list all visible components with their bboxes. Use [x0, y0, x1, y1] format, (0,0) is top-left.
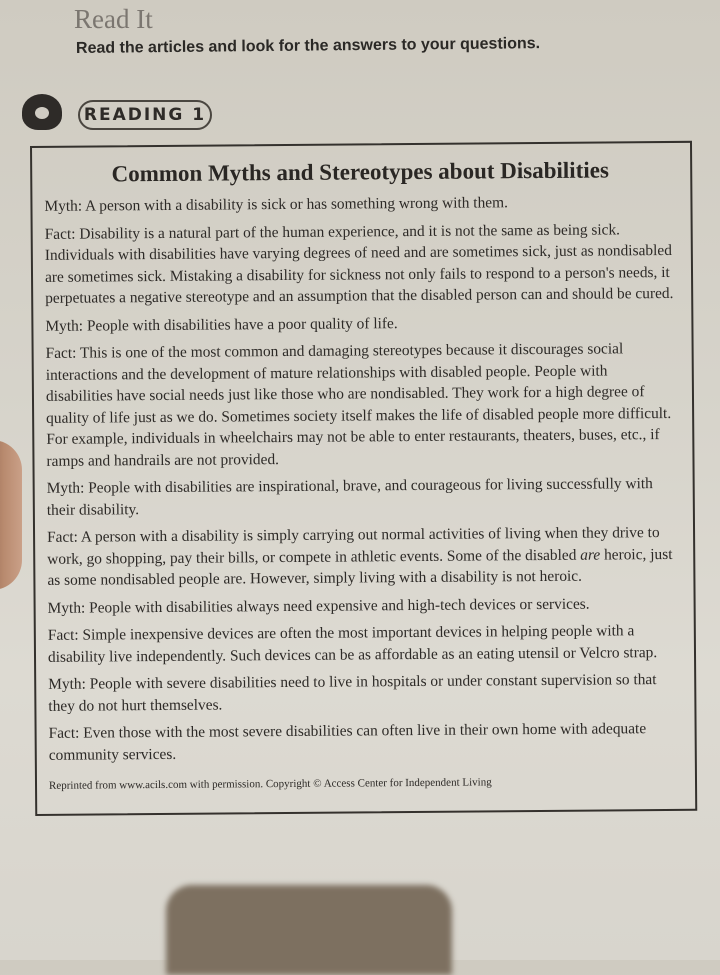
myth-paragraph	[48, 592, 680, 618]
fact-paragraph	[48, 620, 680, 668]
fact-text: Disability is a natural part of the human experience, and it is not the same as being sick. Individuals with disabilities have varying degrees of need and are sometimes sick, just as nondisabled are sometimes sick. Mistaking a disability for sickness not only fails to respond to a person's needs, it perpetuates a negative stereotype and an assumption that the disabled person can and should be cured.	[44, 220, 674, 307]
myth-label: Myth:	[44, 197, 83, 215]
myth-text: People with disabilities always need expensive and high-tech devices or services.	[89, 595, 590, 617]
fact-paragraph	[46, 338, 679, 472]
myth-text: A person with a disability is sick or has something wrong with them.	[85, 194, 508, 215]
fact-label: Fact:	[48, 724, 80, 742]
fact-label: Fact:	[47, 626, 79, 644]
myth-label: Myth:	[47, 599, 86, 617]
fact-label: Fact:	[45, 344, 77, 362]
fact-label: Fact:	[47, 528, 78, 546]
fact-paragraph	[49, 718, 681, 766]
article-box	[30, 141, 697, 816]
reading-badge: READING 1	[78, 100, 212, 130]
myth-label: Myth:	[46, 479, 85, 497]
fact-paragraph	[45, 218, 678, 309]
myth-paragraph	[48, 669, 680, 717]
fact-text: Simple inexpensive devices are often the most important devices in helping people with a disability live independently. Such devices can be as affordable as an eating utensil or Velcro strap.	[47, 622, 658, 666]
myth-label: Myth:	[45, 317, 84, 335]
myth-text: People with disabilities are inspirational, brave, and courageous for living successfully with their disability.	[46, 475, 653, 519]
myth-text: People with severe disabilities need to live in hospitals or under constant supervision so that they do not hurt themselves.	[48, 671, 657, 715]
finger-holding-page	[0, 440, 22, 590]
fact-text-after: heroic, just as some nondisabled people are. However, simply living with a disability is not heroic.	[47, 545, 673, 589]
instruction-text: Read the articles and look for the answers to your questions.	[75, 35, 541, 57]
myth-paragraph	[44, 191, 676, 217]
fact-paragraph	[47, 522, 679, 591]
myth-paragraph	[45, 310, 677, 336]
myth-text: People with disabilities have a poor quality of life.	[86, 314, 398, 335]
article-title: Common Myths and Stereotypes about Disabilities	[111, 157, 609, 187]
reading-icon	[22, 94, 62, 130]
myth-paragraph	[47, 473, 679, 521]
myth-label: Myth:	[48, 675, 86, 693]
fact-text-before: A person with a disability is simply carrying out normal activities of living when they drive to work, go shopping, pay their bills, or compete in athletic events. Some of the disabled	[47, 524, 660, 568]
fact-text: This is one of the most common and damaging stereotypes because it discourages social interactions and the development of mature relationships with disabled people. People with disabilities have social needs just like those who are nondisabled. They work for a high degree of quality of life just as we do. Sometimes society itself makes the life of disabled people more difficult. For example, individuals in wheelchairs may not be able to enter restaurants, theaters, buses, etc., if ramps and handrails are not provided.	[45, 340, 672, 470]
phone-shadow	[166, 885, 452, 975]
fact-label: Fact:	[44, 225, 76, 243]
fact-text: Even those with the most severe disabilities can often live in their own home with adequate community services.	[48, 720, 647, 764]
fact-emphasis: are	[580, 546, 601, 564]
copyright-credit: Reprinted from www.acils.com with permission. Copyright © Access Center for Independent Living	[48, 776, 492, 792]
section-title: Read It	[74, 4, 153, 34]
